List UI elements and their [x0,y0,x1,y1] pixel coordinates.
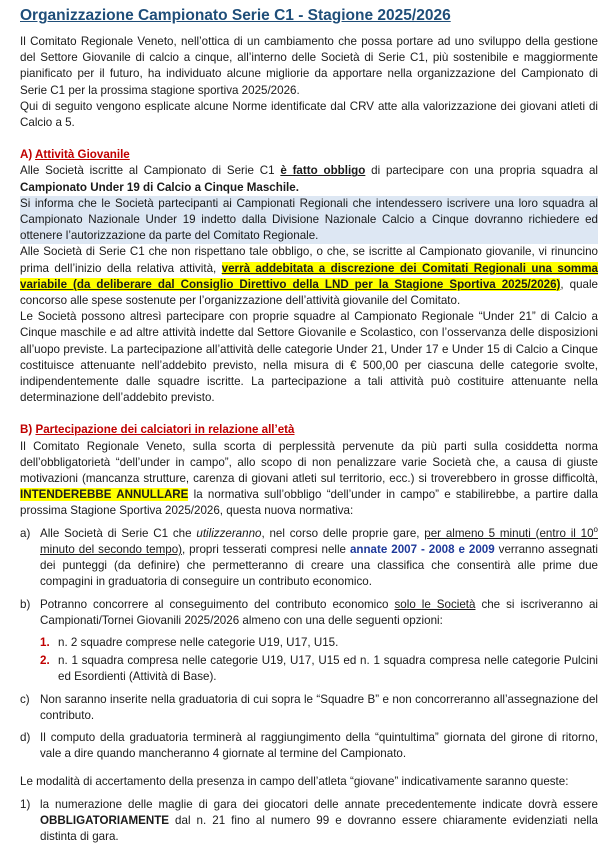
rules-list [20,526,598,763]
section-b-title: Partecipazione dei calciatori in relazione all’età [35,423,295,437]
intro-paragraph: Il Comitato Regionale Veneto, nell’ottica di un cambiamento che possa portare ad uno sviluppo della gestione del Settore Giovanile di calcio a cinque, all’interno delle Società di Serie C1, più sostenibile e maggiormente pianificato per il futuro, ha individuato alcune migliorie da apportare nella organizzazione del Campionato di Serie C1 per la prossima stagione sportiva 2025/2026. [20,35,598,97]
section-b-paragraph-2: Le modalità di accertamento della presenza in campo dell’atleta “giovane” indicativamente saranno queste: [20,775,569,789]
highlighted-penalty-text: verrà addebitata a discrezione dei Comitati Regionali una somma variabile (da deliberare dal Consiglio Direttivo della LND per la Stagione Sportiva 2025/2026) [20,261,598,291]
sub-item-1: 1. n. 2 squadre comprese nelle categorie U19, U17, U15. [40,635,339,649]
section-b-paragraph-1: Il Comitato Regionale Veneto, sulla scorta di perplessità pervenute da più parti sulla cosiddetta norma dell’obbligatorietà “dell’under in campo”, allo scopo di non penalizzare varie Società che, a causa di giuste motivazioni (mancanza strutture, carenza di giovani atleti sul territorio, ecc.) si troverebbero in grosse difficoltà, INTENDEREBBE ANNULLARE la normativa sull’obbligo “dell’under in campo” e stabilirebbe, a partire dalla prossima Stagione Sportiva 2025/2026, questa nuova normativa: [20,439,598,518]
section-a-heading: A) Attività Giovanile [20,148,130,162]
years-text: annate 2007 - 2008 e 2009 [349,542,495,556]
list-item-c: c) Non saranno inserite nella graduatoria di cui sopra le “Squadre B” e non concorreranno all’assegnazione del contributo. [20,692,598,722]
section-b-heading: B) Partecipazione dei calciatori in relazione all’età [20,423,295,437]
section-a-paragraph-2: Si informa che le Società partecipanti ai Campionati Regionali che intendessero iscrivere una loro squadra al Campionato Nazionale Under 19 indetto dalla Divisione Nazionale Calcio a Cinque dovranno richiedere ed ottenere l’autorizzazione da parte del Comitato Regionale. [20,196,598,245]
section-a-title: Attività Giovanile [35,148,130,162]
list-item-d: d) Il computo della graduatoria terminerà al raggiungimento della “quintultima” giornata del girone di ritorno, vale a dire quando mancheranno 4 giornate al termine del Campionato. [20,730,598,761]
highlighted-annul-text: INTENDEREBBE ANNULLARE [20,488,189,502]
section-a-paragraph-3: Alle Società di Serie C1 che non rispettano tale obbligo, o che, se iscritte al Campionato giovanile, vi rinuncino prima dell’inizio della relativa attività, verrà addebitata a discrezione dei Comitati Regionali una somma variabile (da deliberare dal Consiglio Direttivo della LND per la Stagione Sportiva 2025/2026), quale concorso alle spese sostenute per l’organizzazione dell’attività giovanile del Comitato. [20,245,598,308]
list-item-a: a) Alle Società di Serie C1 che utilizzeranno, nel corso delle proprie gare, per almeno 5 minuti (entro il 10$^o$ minuto del secondo tempo), propri tesserati compresi nelle annate 2007 - 2008 e 2009 verranno assegnati dei punteggi (da definire) che permetteranno di creare una classifica che consentirà alle prime due compagini in graduatoria di conseguire un contributo economico. [20,524,598,589]
list-item-b: b) Potranno concorrere al conseguimento del contributo economico solo le Società che si iscriveranno ai Campionati/Tornei Giovanili 2025/2026 almeno con una delle seguenti opzioni: [20,597,598,627]
section-a-paragraph-1: Alle Società iscritte al Campionato di Serie C1 è fatto obbligo di partecipare con una propria squadra al Campionato Under 19 di Calcio a Cinque Maschile. [20,164,598,194]
sub-item-2: 2. n. 1 squadra compresa nelle categorie U19, U17, U15 ed n. 1 squadra compresa nelle categorie Pulcini ed Esordienti (Attività di Base). [40,654,598,684]
section-a-paragraph-4: Le Società possono altresì partecipare con proprie squadre al Campionato Regionale “Under 21” di Calcio a Cinque maschile e ad altre attività indette dal Settore Giovanile e Scolastico, con l’osservanza delle disposizioni all’uopo previste. La partecipazione all’attività delle categorie Under 21, Under 17 e Under 15 di Calcio a Cinque costituisce attenuante nell’addebito previsto, nella misura di € 500,00 per ciascuna delle categorie svolte, indipendentemente dalle squadre iscritte. La partecipazione a tali attività può costituire attenuante nella determinazione dell’addebito previsto. [20,310,598,405]
document-title: Organizzazione Campionato Serie C1 - Stagione 2025/2026 [20,7,451,24]
document-page [20,6,598,851]
intro-paragraph-2: Qui di seguito vengono esplicate alcune Norme identificate dal CRV atte alla valorizzazione dei giovani atleti di Calcio a 5. [20,99,598,130]
under19-text: Campionato Under 19 di Calcio a Cinque Maschile. [20,180,299,194]
obligation-text: è fatto obbligo [280,164,366,178]
numbered-item-1: 1) la numerazione delle maglie di gara dei giocatori delle annate precedentemente indicate dovrà essere OBBLIGATORIAMENTE dal n. 21 fino al numero 99 e dovranno essere chiaramente evidenziati nella distinta di gara. [20,797,598,843]
